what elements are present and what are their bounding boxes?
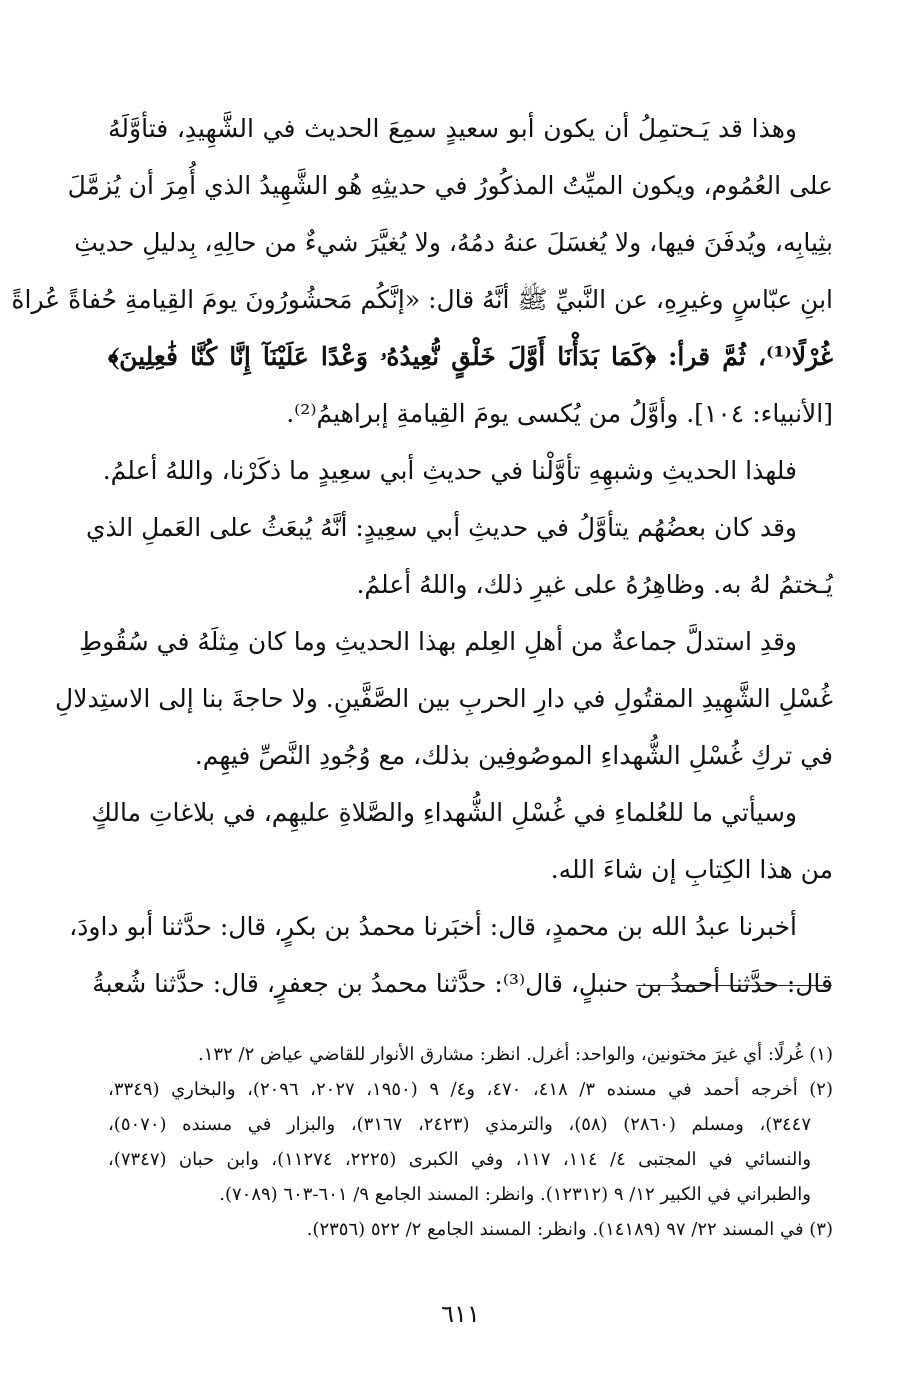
footnote-2-continued: ٣٤٤٧)، ومسلم (٢٨٦٠) (٥٨)، والترمذي (٢٤٢٣، ٣١٦٧)، والبزار في مسنده (٥٠٧٠)، [108, 1114, 811, 1135]
footnote-2-continued: والطبراني في الكبير ١٢/ ٩ (١٢٣١٢). وانظر: المسند الجامع ٩/ ٦٠١-٦٠٣ (٧٠٨٩). [219, 1184, 811, 1205]
quran-verse-line: غُرْلًا⁽¹⁾، ثُمَّ قرأ: ﴿كَمَا بَدَأْنَا أَوَّلَ خَلْقٍ نُّعِيدُهُۥ وَعْدًا عَلَيْنَآ إِنَّا كُنَّا فَٰعِلِينَ﴾ [108, 342, 833, 371]
text-line: وهذا قد يَـحتمِلُ أن يكون أبو سعيدٍ سمِعَ الحديث في الشَّهِيدِ، فتأوَّلَهُ [108, 114, 797, 143]
text-line: يُـختمُ لهُ به. وظاهِرُهُ على غيرِ ذلك، واللهُ أعلمُ. [356, 570, 833, 599]
text-line: وقد كان بعضُهُم يتأوَّلُ في حديثِ أبي سعِيدٍ: أنَّهُ يُبعَثُ على العَملِ الذي [85, 513, 797, 542]
footnote-3: (٣) في المسند ٢٢/ ٩٧ (١٤١٨٩). وانظر: المسند الجامع ٢/ ٥٢٢ (٢٣٥٦). [306, 1219, 833, 1240]
text-line: من هذا الكِتابِ إن شاءَ الله. [550, 855, 833, 884]
text-line: بثِيابِه، ويُدفَنَ فيها، ولا يُغسَلَ عنهُ دمُهُ، ولا يُغيَّرَ شيءٌ من حالِهِ، بِدليلِ حديثِ [74, 228, 833, 257]
paragraph-3 [85, 499, 833, 613]
text-line: أخبرنا عبدُ الله بن محمدٍ، قال: أخبَرنا محمدُ بن بكرٍ، قال: حدَّثنا أبو داودَ، [69, 912, 797, 941]
text-line: فلهذا الحديثِ وشبهِهِ تأوَّلْنا في حديثِ أبي سعِيدٍ ما ذكَرْنا، واللهُ أعلمُ. [102, 456, 797, 485]
text-line: قال: حدَّثنا أحمدُ بن حنبلٍ، قال⁽³⁾: حدَّثنا محمدُ بن جعفرٍ، قال: حدَّثنا شُعبةُ [92, 969, 833, 998]
paragraph-5 [91, 784, 833, 898]
main-text [11, 100, 833, 1012]
text-line: وقدِ استدلَّ جماعةٌ من أهلِ العِلم بهذا الحديثِ وما كان مِثلَهُ في سُقُوطِ [79, 627, 797, 656]
paragraph-1 [11, 100, 833, 442]
text-line: في تركِ غُسْلِ الشُّهداءِ الموصُوفِين بذلك، مع وُجُودِ النَّصِّ فيهِم. [194, 741, 833, 770]
footnote-2-continued: والنسائي في المجتبى ٤/ ١١٤، ١١٧، وفي الكبرى (٢٢٢٥، ١١٢٧٤)، وابن حبان (٧٣٤٧)، [108, 1149, 812, 1170]
text-line: غُسْلِ الشَّهِيدِ المقتُولِ في دارِ الحربِ بين الصَّفَّينِ. ولا حاجةَ بنا إلى الاستِدلالِ [55, 684, 833, 713]
paragraph-2 [102, 442, 833, 499]
page-number: ٦١١ [441, 1300, 480, 1328]
text-line: [الأنبياء: ١٠٤]. وأوَّلُ من يُكسى يومَ القِيامةِ إبراهيمُ⁽²⁾. [286, 399, 833, 428]
footnote-1: (١) غُرلًا: أي غيرَ مختونين، والواحد: أغرل. انظر: مشارق الأنوار للقاضي عياض ٢/ ١٣٢. [198, 1044, 833, 1065]
text-line: ابنِ عبّاسٍ وغيرِهِ، عن النَّبيِّ ﷺ أنَّهُ قال: «إنَّكُم مَحشُورُونَ يومَ القِيامةِ حُفاةً عُراةً [11, 285, 833, 314]
paragraph-4 [55, 613, 833, 784]
text-line: وسيأتي ما للعُلماءِ في غُسْلِ الشُّهداءِ والصَّلاةِ عليهِم، في بلاغاتِ مالكٍ [91, 798, 797, 827]
paragraph-6 [69, 898, 833, 1012]
footnote-separator [636, 985, 832, 986]
text-line: على العُمُوم، ويكون الميِّتُ المذكُورُ في حديثِهِ هُو الشَّهِيدُ الذي أُمِرَ أن يُزمَّلَ [67, 171, 833, 200]
footnotes [108, 1037, 833, 1247]
footnote-2: (٢) أخرجه أحمد في مسنده ٣/ ٤١٨، ٤٧٠، و٤/ ٩ (١٩٥٠، ٢٠٢٧، ٢٠٩٦)، والبخاري (٣٣٤٩، [108, 1079, 833, 1100]
